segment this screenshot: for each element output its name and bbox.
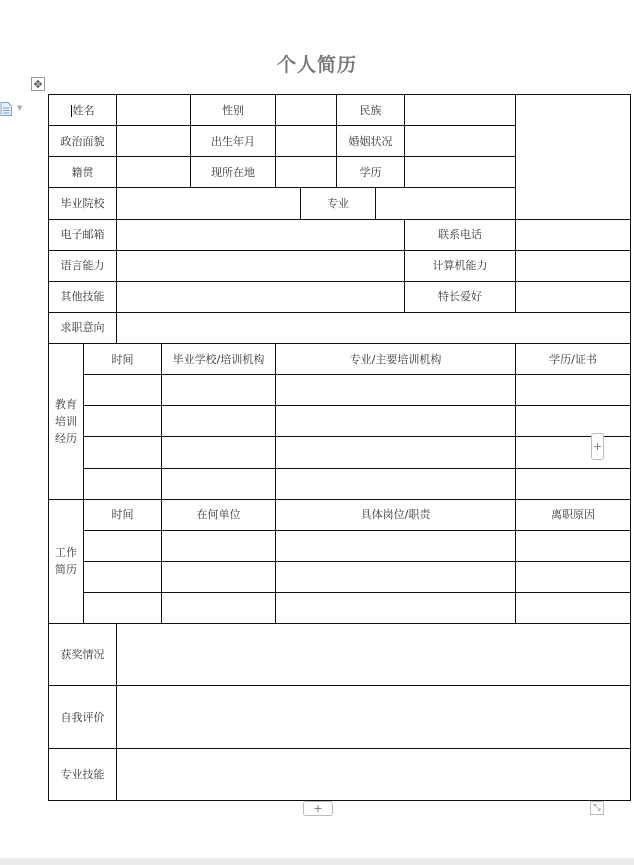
edu-cell[interactable] <box>162 468 276 499</box>
edu-cell[interactable] <box>276 375 516 406</box>
work-cell[interactable] <box>276 593 516 624</box>
school-label: 毕业院校 <box>49 188 117 219</box>
table-row <box>49 437 631 468</box>
work-cell[interactable] <box>516 561 631 592</box>
work-header-leave-reason: 离职原因 <box>516 499 631 530</box>
work-cell[interactable] <box>84 530 162 561</box>
table-resize-icon[interactable]: ⤡ <box>590 801 604 815</box>
self-evaluation-value[interactable] <box>117 686 631 748</box>
phone-label: 联系电话 <box>405 219 516 250</box>
photo-cell[interactable] <box>516 95 631 220</box>
intention-label: 求职意向 <box>49 312 117 343</box>
dropdown-arrow-icon[interactable]: ▼ <box>17 104 23 112</box>
work-label-text: 工作简历 <box>55 546 77 577</box>
edu-cell[interactable] <box>516 406 631 437</box>
table-row <box>49 468 631 499</box>
text-cursor <box>71 105 72 117</box>
email-value[interactable] <box>117 219 405 250</box>
gender-label: 性别 <box>191 95 276 126</box>
work-cell[interactable] <box>276 530 516 561</box>
name-label <box>49 95 117 126</box>
add-row-icon[interactable]: + <box>303 801 333 816</box>
origin-label: 籍贯 <box>49 157 117 188</box>
political-value[interactable] <box>117 126 191 157</box>
language-value[interactable] <box>117 250 405 281</box>
education-label <box>49 344 84 500</box>
self-evaluation-label: 自我评价 <box>49 686 117 748</box>
work-header-position: 具体岗位/职责 <box>276 499 516 530</box>
edu-cell[interactable] <box>84 406 162 437</box>
edu-cell[interactable] <box>276 406 516 437</box>
birth-value[interactable] <box>276 126 337 157</box>
hobbies-value[interactable] <box>516 281 631 312</box>
hobbies-label: 特长爱好 <box>405 281 516 312</box>
edu-cell[interactable] <box>516 468 631 499</box>
edu-cell[interactable] <box>276 437 516 468</box>
table-row <box>49 561 631 592</box>
table-row <box>49 406 631 437</box>
name-value[interactable] <box>117 95 191 126</box>
location-value[interactable] <box>276 157 337 188</box>
work-cell[interactable] <box>84 561 162 592</box>
edu-cell[interactable] <box>84 468 162 499</box>
awards-value[interactable] <box>117 624 631 686</box>
computer-label: 计算机能力 <box>405 250 516 281</box>
computer-value[interactable] <box>516 250 631 281</box>
location-label: 现所在地 <box>191 157 276 188</box>
edu-cell[interactable] <box>516 437 631 468</box>
table-row <box>49 530 631 561</box>
ethnicity-label: 民族 <box>337 95 405 126</box>
education-label-text: 教育培训经历 <box>55 397 77 445</box>
work-header-company: 在何单位 <box>162 499 276 530</box>
bottom-scrollbar[interactable] <box>0 858 634 865</box>
edu-cell[interactable] <box>84 375 162 406</box>
work-cell[interactable] <box>162 593 276 624</box>
school-value[interactable] <box>117 188 301 219</box>
other-skills-label: 其他技能 <box>49 281 117 312</box>
table-row <box>49 375 631 406</box>
other-skills-value[interactable] <box>117 281 405 312</box>
work-cell[interactable] <box>276 561 516 592</box>
work-label <box>49 499 84 624</box>
origin-value[interactable] <box>117 157 191 188</box>
gender-value[interactable] <box>276 95 337 126</box>
language-label: 语言能力 <box>49 250 117 281</box>
edu-header-major: 专业/主要培训机构 <box>276 344 516 375</box>
professional-skills-label: 专业技能 <box>49 748 117 800</box>
degree-value[interactable] <box>405 157 516 188</box>
professional-skills-value[interactable] <box>117 748 631 800</box>
marital-value[interactable] <box>405 126 516 157</box>
work-cell[interactable] <box>516 593 631 624</box>
political-label: 政治面貌 <box>49 126 117 157</box>
birth-label: 出生年月 <box>191 126 276 157</box>
edu-cell[interactable] <box>162 375 276 406</box>
major-value[interactable] <box>376 188 516 219</box>
edu-header-school: 毕业学校/培训机构 <box>162 344 276 375</box>
edu-cell[interactable] <box>84 437 162 468</box>
major-label: 专业 <box>301 188 376 219</box>
marital-label: 婚姻状况 <box>337 126 405 157</box>
work-cell[interactable] <box>162 530 276 561</box>
name-label-text: 姓名 <box>72 103 95 117</box>
edu-cell[interactable] <box>276 468 516 499</box>
awards-label: 获奖情况 <box>49 624 117 686</box>
phone-value[interactable] <box>516 219 631 250</box>
degree-label: 学历 <box>337 157 405 188</box>
edu-cell[interactable] <box>516 375 631 406</box>
edu-header-certificate: 学历/证书 <box>516 344 631 375</box>
add-column-icon[interactable]: + <box>591 433 604 460</box>
edu-header-time: 时间 <box>84 344 162 375</box>
document-icon[interactable] <box>0 102 12 116</box>
work-cell[interactable] <box>84 593 162 624</box>
intention-value[interactable] <box>117 312 631 343</box>
edu-cell[interactable] <box>162 406 276 437</box>
table-row <box>49 593 631 624</box>
work-cell[interactable] <box>516 530 631 561</box>
resume-table <box>48 94 631 801</box>
email-label: 电子邮箱 <box>49 219 117 250</box>
ethnicity-value[interactable] <box>405 95 516 126</box>
edu-cell[interactable] <box>162 437 276 468</box>
work-cell[interactable] <box>162 561 276 592</box>
page-title: 个人简历 <box>276 54 357 76</box>
work-header-time: 时间 <box>84 499 162 530</box>
table-move-handle-icon[interactable]: ✥ <box>31 77 45 91</box>
